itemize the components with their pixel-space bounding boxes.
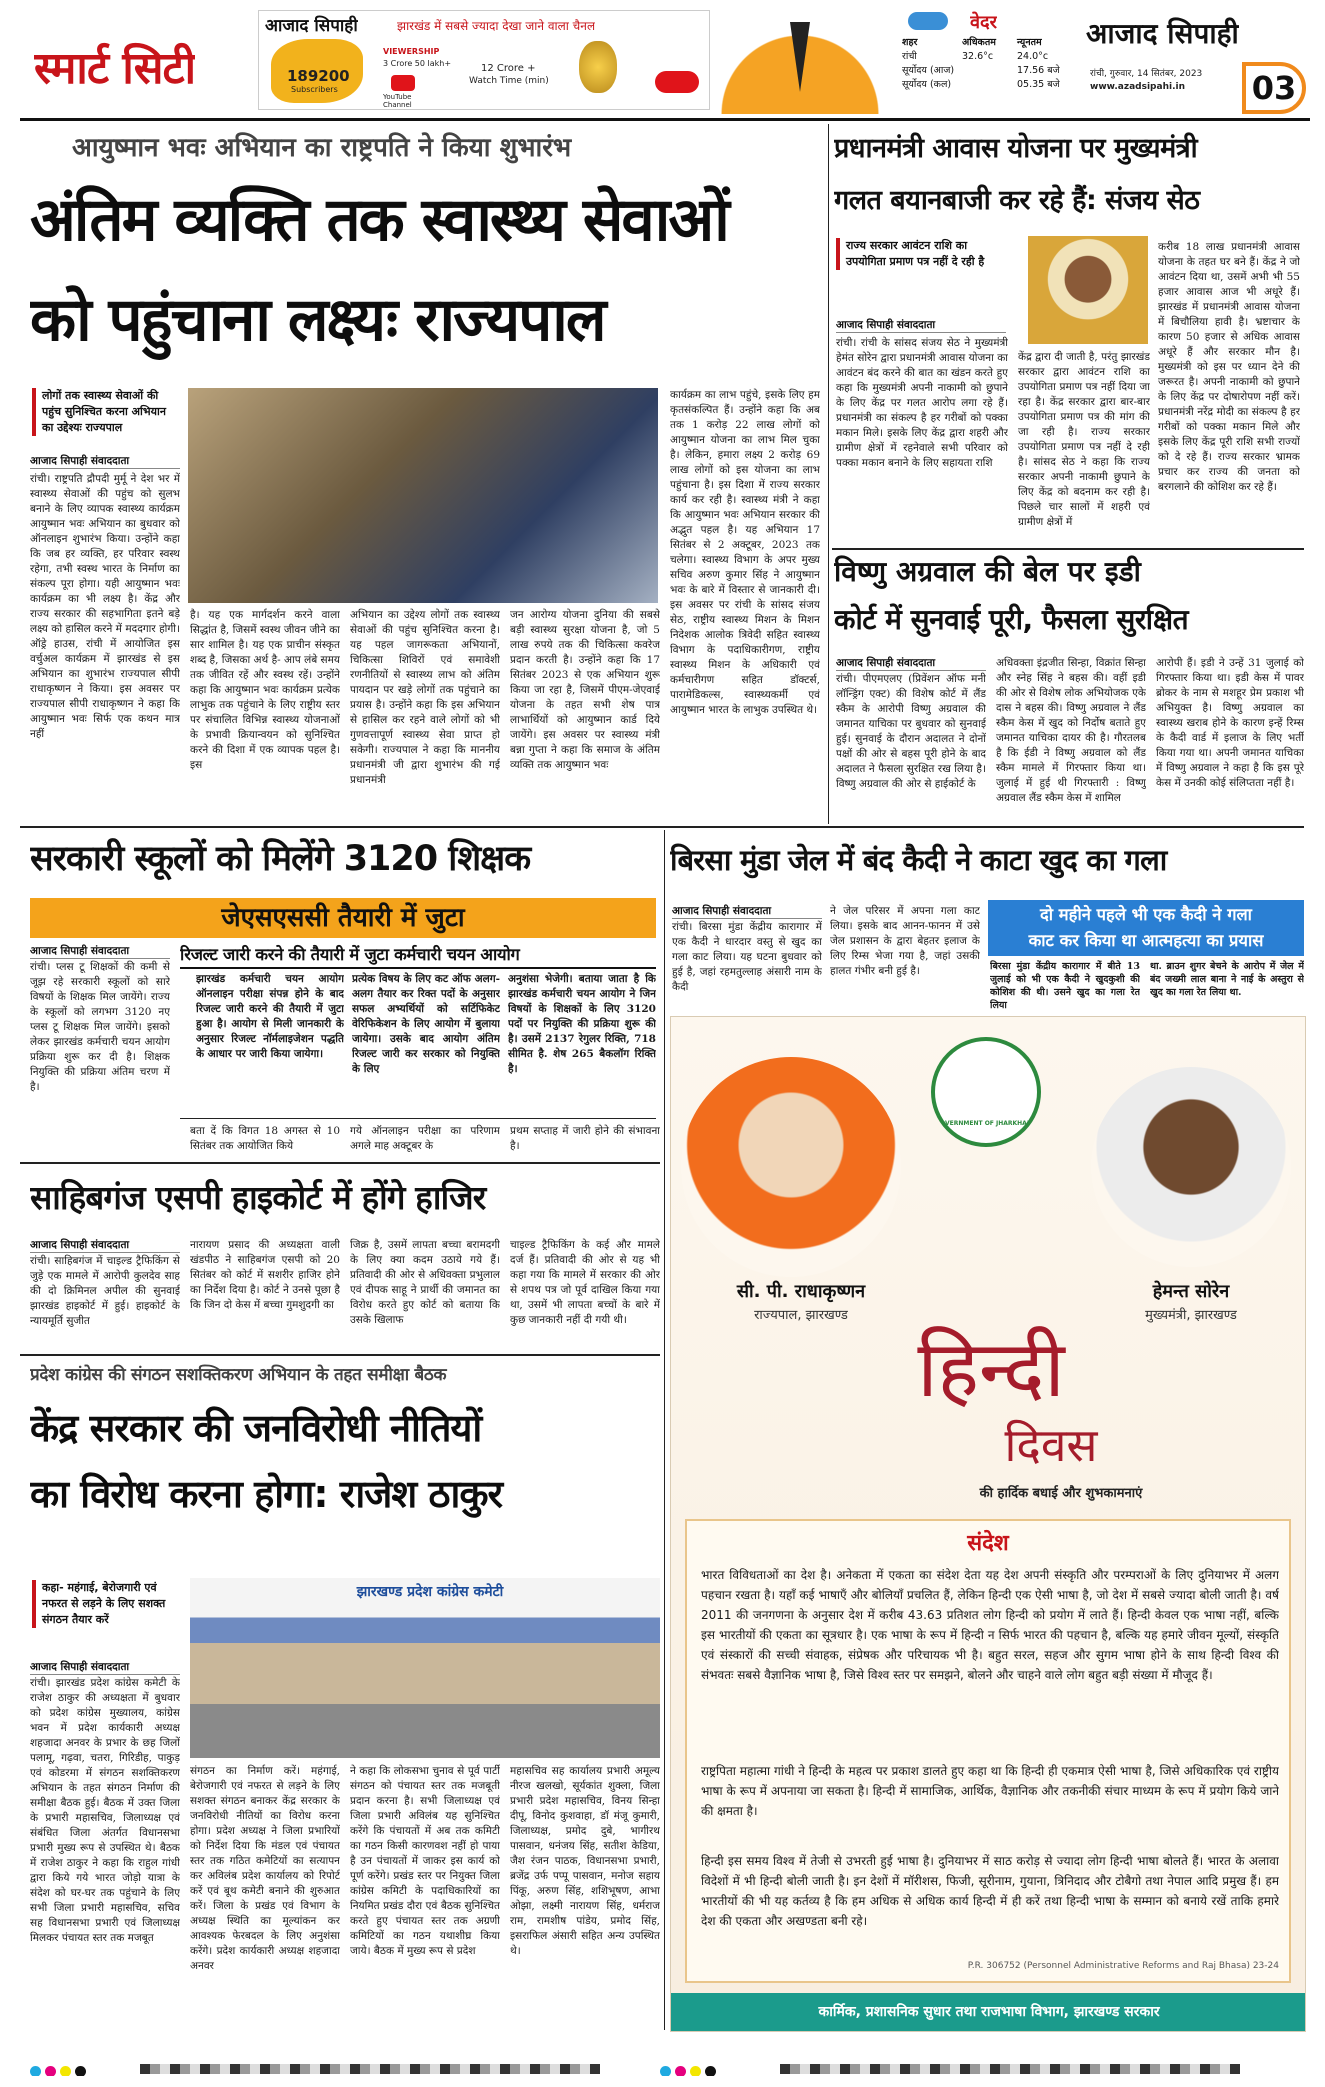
story7-sidebar-quote: कहा- महंगाई, बेरोजगारी एवं नफरत से लड़ने के लिए सशक्त संगठन तैयार करें [32,1580,180,1628]
story1-col1: रांची। राष्ट्रपति द्रौपदी मुर्मू ने देश भर में स्वास्थ्य सेवाओं की पहुंच को सुलभ बनाने के लिए व्यापक स्वास्थ्य कार्यक्रम आयुष्मान भवः अभियान का बुधवार को ऑनलाइन शुभारंभ किया। उन्होंने कहा कि जब हर व्यक्ति, हर परिवार स्वस्थ रहेगा, तभी स्वस्थ भारत के निर्माण का संकल्प पूरा होगा। यही आयुष्मान भवः कार्यक्रम का भी लक्ष्य है। केंद्र और राज्य सरकार की सहभागिता इतने बड़े लक्ष्य को हासिल करने में मददगार होगी। ऑड्रे हाउस, रांची में आयोजित इस वर्चुअल कार्यक्रम में झारखंड से इस अभियान का शुभारंभ राज्यपाल सीपी राधाकृष्णन ने किया। इस अवसर पर राज्यपाल सीपी राधाकृष्णन ने कहा कि आयुष्मान भवः सिर्फ एक कथन मात्र नहीं [30,473,180,740]
story5-banner-line1: दो महीने पहले भी एक कैदी ने गला [1040,905,1252,924]
story7-col3: ने कहा कि लोकसभा चुनाव से पूर्व पार्टी संगठन को पंचायत स्तर तक मजबूती प्रदान करना है। सभी जिलाध्यक्ष एवं जिला प्रभारी अविलंब यह सुनिश्चित करेंगे कि पंचायतों में अब तक कमिटी का गठन किसी कारणवश नहीं हो पाया है उन पंचायतों में जाकर इस कार्य को पूर्ण करेंगे। प्रखंड स्तर पर नियुक्त जिला कांग्रेस कमिटी के पदाधिकारियों का नियमित प्रखंड दौरा एवं बैठक सुनिश्चित करते हुए पंचायत स्तर तक अग्रणी कमिटियों का गठन यथाशीघ्र किया जाये। बैठक में मुख्य रूप से प्रदेश [350,1765,500,1957]
award-badge-icon [579,41,617,93]
story4-sub-col2: प्रत्येक विषय के लिए कट ऑफ अलग-अलग तैयार कर रिक्त पदों के अनुसार सफल अभ्यर्थियों को सर्टिफिकेट वेरिफिकेशन के लिए आयोग में बुलाया जायेगा। उसके बाद आयोग अंतिम रिजल्ट जारी कर सरकार को नियुक्ति के लिए [352,973,500,1075]
story5-note1: बिरसा मुंडा केंद्रीय कारागार में बीते 13 जुलाई को भी एक कैदी ने खुदकुशी की कोशिश की थी। उसने खुद का गला रेत लिया [990,961,1140,1010]
register-dot [75,2066,86,2076]
viewership-label: VIEWERSHIP [383,47,440,56]
story5-banner-line2: काट कर किया था आत्महत्या का प्रयास [1028,931,1264,950]
emblem [931,1037,1041,1147]
story5-note2: था. ब्राउन शुगर बेचने के आरोप में जेल में बंद जख्मी लाल बाना ने नाई के अस्तुरा से खुद का गला रेत लिया था. [1150,961,1304,998]
story6-col3: जिक्र है, उसमें लापता बच्चा बरामदगी के लिए क्या कदम उठाये गये हैं। प्रतिवादी की ओर से अधिवक्ता प्रभुलाल एवं दीपक साहू ने प्रार्थी की जमानत का विरोध करते हुए कोर्ट को बताया कि उसके खिलाफ [350,1239,500,1326]
greeting: की हार्दिक बधाई और शुभकामनाएं [979,1486,1143,1501]
register-marks [20,2060,1305,2080]
story3-byline: आजाद सिपाही संवाददाता [836,656,986,671]
story5-col2: ने जेल परिसर में अपना गला काट लिया। इसके बाद आनन-फानन में उसे जेल प्रशासन के द्वारा बेहतर इलाज के लिए रिम्स भेजा गया है, जहां उसकी हालत गंभीर बनी हुई है। [830,905,980,977]
message-box [685,1519,1291,1983]
story2-quote: राज्य सरकार आवंटन राशि का उपयोगिता प्रमाण पत्र नहीं दे रही है [836,238,1006,270]
weather-box [900,10,1070,110]
hindi-title: हिन्दी [917,1325,1065,1415]
pr-number: P.R. 306752 (Personnel Administrative Reforms and Raj Bhasa) 23-24 [967,1961,1279,1971]
emblem-text: GOVERNMENT OF JHARKHAND [935,1120,1037,1127]
story4-subhead: रिजल्ट जारी करने की तैयारी में जुटा कर्मचारी चयन आयोग [180,942,656,969]
story1-photo [188,388,658,603]
register-dot [675,2066,686,2076]
cm-portrait [1091,1067,1291,1267]
story7-col1: रांची। झारखंड प्रदेश कांग्रेस कमेटी के राजेश ठाकुर की अध्यक्षता में बुधवार को प्रदेश कांग्रेस मुख्यालय, कांग्रेस भवन में प्रदेश कार्यकारी अध्यक्ष शहजादा अनवर के प्रभार के छह जिलों पलामू, गढ़वा, चतरा, गिरिडीह, पाकुड़ एवं कोडरमा में संगठन सशक्तिकरण अभियान के तहत संगठन निर्माण की समीक्षा बैठक हुई। बैठक में उक्त जिला के प्रभारी महासचिव, जिलाध्यक्ष एवं संबंधित जिला अंतर्गत विधानसभा प्रभारी मुख्य रूप से उपस्थित थे। बैठक में राजेश ठाकुर ने कहा कि राहुल गांधी द्वारा किये गये भारत जोड़ो यात्रा के संदेश को घर-घर तक पहुंचाने के लिए सभी जिला प्रभारी महासचिव, सचिव सह विधानसभा प्रभारी एवं जिलाध्यक्ष मिलकर पंचायत स्तर तक मजबूत [30,1677,180,1944]
story2-byline: आजाद सिपाही संवाददाता [836,318,1006,333]
story3-col3: आरोपी हैं। इडी ने उन्हें 31 जुलाई को गिरफ्तार किया था। इडी केस में पावर ब्रोकर के नाम से मशहूर प्रेम प्रकाश भी अभियुक्त है। विष्णु अग्रवाल का स्वास्थ्य खराब होने के कारण इन्हें रिम्स के कैदी वार्ड में इलाज के लिए भर्ती किया गया था। अपनी जमानत याचिका में विष्णु अग्रवाल ने कहा है कि इस पूरे केस में उनकी कोई संलिप्तता नहीं है। [1156,657,1304,789]
story1-sidebar-quote: लोगों तक स्वास्थ्य सेवाओं की पहुंच सुनिश्चित करना अभियान का उद्देश्यः राज्यपाल [32,388,180,436]
congress-banner-text: झारखण्ड प्रदेश कांग्रेस कमेटी [356,1584,504,1600]
weather-title: वेदर [970,12,997,33]
story4-bottom-col2: गये ऑनलाइन परीक्षा का परिणाम अगले माह अक्टूबर के [350,1125,500,1152]
youtube-icon [391,75,415,91]
paper-name: आजाद सिपाही [1086,17,1239,50]
story2-col2: केंद्र द्वारा दी जाती है, परंतु झारखंड सरकार द्वारा आवंटन राशि का उपयोगिता प्रमाण पत्र नहीं दिया जा रहा है। केंद्र सरकार द्वारा बार-बार उपयोगिता प्रमाण पत्र की मांग की जा रही है। राज्य सरकार उपयोगिता प्रमाण पत्र नहीं दे रही है। सांसद सेठ ने कहा कि राज्य सरकार अपनी नाकामी छुपाने के लिए केंद्र को बदनाम कर रही है। पिछले चार सालों में शहरी एवं ग्रामीण क्षेत्रों में [1018,351,1150,528]
governor-portrait [681,1057,901,1277]
masthead [20,6,1310,121]
story6-col4: चाइल्ड ट्रैफिकिंग के कई और मामले दर्ज हैं। प्रतिवादी की ओर से यह भी कहा गया कि मामले में सरकार की ओर से शपथ पत्र जो पूर्व दाखिल किया गया था, उसमें भी लापता बच्चों के बारे में कुछ जानकारी नहीं दी गयी थी। [510,1239,660,1326]
congress-meeting-photo [190,1578,660,1758]
ad-footer: कार्मिक, प्रशासनिक सुधार तथा राजभाषा विभाग, झारखण्ड सरकार [671,1993,1306,2031]
subscribe-button-icon [655,71,699,93]
story3-headline-line2: कोर्ट में सुनवाई पूरी, फैसला सुरक्षित [834,603,1189,636]
weather-table: शहर अधिकतम न्यूनतम रांची 32.6°c 24.0°c सूर्योदय (आज) 17.56 बजे सूर्योदय (कल) 05.35 बजे [902,37,1060,90]
register-dot [690,2066,701,2076]
column-divider [828,124,829,824]
story4-sub-col3: अनुशंसा भेजेगी। बताया जाता है कि झारखंड कर्मचारी चयन आयोग ने जिन विषयों के शिक्षकों के लिए 3120 पदों पर नियुक्ति की प्रक्रिया शुरू की है। उसमें 2137 रेगुलर रिक्ति, 718 सीमित है. शेष 265 बैकलॉग रिक्ति है। [508,973,656,1075]
story5-headline: बिरसा मुंडा जेल में बंद कैदी ने काटा खुद का गला [670,843,1167,877]
register-dot [45,2066,56,2076]
column-divider [664,830,665,2030]
divider [20,1354,660,1356]
story4-bottom-col3: प्रथम सप्ताह में जारी होने की संभावना है। [510,1125,660,1152]
divider [20,826,1304,828]
story5-banner [988,900,1304,956]
watch-time-label: Watch Time (min) [469,76,549,86]
message-title: संदेश [967,1531,1009,1556]
story5-col1: रांची। बिरसा मुंडा केंद्रीय कारागार में एक कैदी ने धारदार वस्तु से खुद का गला काट लिया। यह घटना बुधवार को हुई है, जहां रहमतुल्लाह अंसारी नाम के कैदी [672,921,822,993]
governor-name: सी. पी. राधाकृष्णन [736,1281,866,1302]
cm-name: हेमन्त सोरेन [1152,1281,1230,1302]
story1-byline: आजाद सिपाही संवाददाता [30,454,180,469]
story4-banner: जेएसएससी तैयारी में जुटा [30,898,656,938]
story1-col4: जन आरोग्य योजना दुनिया की सबसे बड़ी स्वास्थ्य सुरक्षा योजना है, जो 5 लाख रुपये तक की चिकित्सा कवरेज प्रदान करती है। उन्होंने कहा कि 17 सितंबर 2023 से एक अभियान शुरू किया जा रहा है, जिसमें पीएम-जेएवाई योजना के तहत सभी शेष पात्र लाभार्थियों को आयुष्मान कार्ड दिये जायेंगे। इस अवसर पर स्वास्थ्य मंत्री बन्ना गुप्ता ने कहा कि समाज के अंतिम व्यक्ति तक आयुष्मान भवः [510,609,660,771]
story4-bottom-col1: बता दें कि विगत 18 अगस्त से 10 सितंबर तक आयोजित किये [190,1125,340,1152]
story2-col1: रांची। रांची के सांसद संजय सेठ ने मुख्यमंत्री हेमंत सोरेन द्वारा प्रधानमंत्री आवास योजना का आवंटन बंद करने की बात का खंडन करते हुए कहा कि मुख्यमंत्री अपनी नाकामी को छुपाने के लिए केंद्र पर गलत आरोप लगा रहे हैं। प्रधानमंत्री का संकल्प है हर गरीबों को पक्का मकान मिले। इसके लिए केंद्र द्वारा शहरी और ग्रामीण क्षेत्रों में रहनेवाले सभी परिवार को पक्का मकान बनाने के लिए सहायता राशि [836,337,1008,469]
story6-headline: साहिबगंज एसपी हाइकोर्ट में होंगे हाजिर [30,1178,486,1217]
page-number: 03 [1242,62,1306,114]
divider [180,1118,656,1119]
youtube-label: YouTube Channel [383,93,412,109]
sanjay-seth-photo [1028,236,1148,344]
register-stripe [780,2064,1240,2074]
weather-cloud-icon [908,12,948,30]
story2-headline-line2: गलत बयानबाजी कर रहे हैं: संजय सेठ [834,185,1200,216]
register-stripe [140,2064,600,2074]
story7-col4: महासचिव सह कार्यालय प्रभारी अमूल्य नीरज खलखो, सूर्यकांत शुक्ला, जिला प्रभारी प्रदेश महासचिव, विनय सिन्हा दीपू, विनोद कुशवाहा, डॉ मंजू कुमारी, जिलाध्यक्ष, प्रमोद दुबे, भागीरथ पासवान, धनंजय सिंह, सतीश केडिया, जैश रंजन पाठक, विधानसभा प्रभारी, ब्रजेंद्र उर्फ पप्पू पासवान, मनोज सहाय पिंकू, अरुण सिंह, शशिभूषण, आभा ओझा, लक्ष्मी नारायण सिंह, धर्मराज राम, रामशीष पांडेय, प्रमोद सिंह, इसराफिल अंसारी सहित अन्य उपस्थित थे। [510,1765,660,1957]
hindi-diwas-ad [670,1016,1306,2032]
story1-kicker: आयुष्मान भवः अभियान का राष्ट्रपति ने किया शुभारंभ [72,133,572,163]
story1-col3: अभियान का उद्देश्य लोगों तक स्वास्थ्य सेवाओं की पहुंच सुनिश्चित करना है। यह पहल जागरूकता अभियानों, चिकित्सा शिविरों एवं समावेशी रणनीतियों से स्वास्थ्य लाभ को अंतिम पायदान पर खड़े लोगों तक पहुंचाने का प्रयास है। उन्होंने कहा कि इस अभियान से हासिल कर रहने वाले लोगों को भी गुणवत्तापूर्ण स्वास्थ्य सेवा प्राप्त हो सकेगी। राज्यपाल ने कहा कि माननीय प्रधानमंत्री जी द्वारा शुभारंभ की गई प्रधानमंत्री [350,609,500,786]
story3-headline-line1: विष्णु अग्रवाल की बेल पर इडी [834,555,1141,588]
watch-time-value: 12 Crore + [481,63,536,74]
pen-nib-icon [720,12,880,114]
story1-col5: कार्यक्रम का लाभ पहुंचे, इसके लिए हम कृतसंकल्पित हैं। उन्होंने कहा कि अब तक 1 करोड़ 22 लाख लोगों को आयुष्मान योजना का लाभ मिल चुका है। लेकिन, हमारा लक्ष्य 2 करोड़ 69 लाख लोगों को इस योजना का लाभ पहुंचाना है। इस दिशा में राज्य सरकार कार्य कर रही है। स्वास्थ्य मंत्री ने कहा कि आयुष्मान भवः अभियान सरकार की अद्भुत पहल है। यह अभियान 17 सितंबर से 2 अक्टूबर, 2023 तक चलेगा। स्वास्थ्य विभाग के अपर मुख्य सचिव अरुण कुमार सिंह ने आयुष्मान भवः के बारे में विस्तार से जानकारी दी। इस अवसर पर रांची के सांसद संजय सेठ, राष्ट्रीय स्वास्थ्य मिशन के मिशन निदेशक आलोक त्रिवेदी सहित स्वास्थ्य विभाग के पदाधिकारीगण, राष्ट्रीय स्वास्थ्य मिशन के अधिकारी एवं कर्मचारीगण सहित डॉक्टर्स, पारामेडिकल्स, स्वास्थ्यकर्मी एवं आयुष्मान भारत के लाभुक उपस्थित थे। [670,389,820,716]
message-para3: हिन्दी इस समय विश्व में तेजी से उभरती हुई भाषा है। दुनियाभर में साठ करोड़ से ज्यादा लोग हिन्दी भाषा बोलते हैं। भारत के अलावा विदेशों में भी हिन्दी बोली जाती है। इन देशों में मॉरीशस, फिजी, सूरीनाम, गुयाना, त्रिनिदाद और टोबैगो तथा नेपाल आदि प्रमुख हैं। हम भारतीयों की भी यह कर्तव्य है कि हम अधिक से अधिक कार्य हिन्दी में ही करें तथा हिन्दी भाषा के सम्मान को बनाये रखें ताकि हमारे देश की एकता और अखण्डता बनी रहे। [701,1854,1279,1928]
section-title: स्मार्ट सिटी [34,43,196,94]
color-dots [660,2062,760,2076]
cm-title: मुख्यमंत्री, झारखण्ड [1145,1308,1237,1323]
story2-headline-line1: प्रधानमंत्री आवास योजना पर मुख्यमंत्री [834,133,1198,164]
story5-byline: आजाद सिपाही संवाददाता [672,904,822,919]
story6-col1: रांची। साहिबगंज में चाइल्ड ट्रैफिकिंग से जुड़े एक मामले में आरोपी कुलदेव साह की दो क्रिमिनल अपील की सुनवाई झारखंड हाइकोर्ट में हुई। हाइकोर्ट के न्यायमूर्ति सुजीत [30,1255,180,1327]
governor-title: राज्यपाल, झारखण्ड [754,1308,848,1323]
story3-col1: रांची। पीएमएलए (प्रिवेंशन ऑफ मनी लॉन्ड्रिंग एक्ट) की विशेष कोर्ट में लैंड स्कैम के आरोपी विष्णु अग्रवाल की जमानत याचिका पर बुधवार को सुनवाई हुई। सुनवाई के दौरान अदालत ने दोनों पक्षों की ओर से बहस पूरी होने के बाद अदालत ने फैसला सुरक्षित रख लिया है। विष्णु अग्रवाल की ओर से हाईकोर्ट के [836,673,986,790]
register-dot [30,2066,41,2076]
story6-byline: आजाद सिपाही संवाददाता [30,1238,180,1253]
subscribers-count: 189200 [287,67,350,85]
diwas-title: दिवस [1004,1418,1098,1472]
story7-byline: आजाद सिपाही संवाददाता [30,1660,180,1675]
website: www.azadsipahi.in [1090,82,1185,92]
register-dot [705,2066,716,2076]
story4-byline: आजाद सिपाही संवाददाता [30,944,170,959]
promo-tagline: झारखंड में सबसे ज्यादा देखा जाने वाला चैनल [397,19,596,33]
register-dot [660,2066,671,2076]
story7-kicker: प्रदेश कांग्रेस की संगठन सशक्तिकरण अभियान के तहत समीक्षा बैठक [30,1365,447,1385]
story1-headline-line2: को पहुंचाना लक्ष्यः राज्यपाल [30,285,605,355]
color-dots [30,2062,130,2076]
story4-col1: रांची। प्लस टू शिक्षकों की कमी से जूझ रहे सरकारी स्कूलों को सारे विषयों के शिक्षक मिल जायेंगे। राज्य के स्कूलों को लगभग 3120 नए प्लस टू शिक्षक मिल जायेंगे। इसको लेकर झारखंड कर्मचारी चयन आयोग प्रक्रिया शुरू कर दी है। शिक्षक नियुक्ति की प्रक्रिया अंतिम चरण में है। [30,961,170,1093]
story2-col3: करीब 18 लाख प्रधानमंत्री आवास योजना के तहत घर बने हैं। केंद्र ने जो आवंटन दिया था, उसमें अभी भी 55 हजार आवास आज भी अधूरे हैं। झारखंड में प्रधानमंत्री आवास योजना में बिचौलिया हावी है। भ्रष्टाचार के कारण 50 हजार से अधिक आवास अधूरे हैं और सरकार मौन है। मुख्यमंत्री को इस पर ध्यान देने की जरूरत है। अपनी नाकामी को छुपाने के लिए केंद्र पर दोषारोपण नहीं करें। प्रधानमंत्री नरेंद्र मोदी का संकल्प है हर गरीबों को पक्का मकान मिले और इसके लिए केंद्र पूरी राशि सभी राज्यों को दे रहे हैं। राज्य सरकार भ्रामक प्रचार कर राज्य की जनता को बरगलाने की कोशिश कर रहे हैं। [1158,241,1300,493]
message-para1: भारत विविधताओं का देश है। अनेकता में एकता का संदेश देता यह देश अपनी संस्कृति और परम्पराओं के लिए दुनियाभर में अलग पहचान रखता है। यहाँ कई भाषाएँ और बोलियाँ प्रचलित हैं, लेकिन हिन्दी एक ऐसी भाषा है, जो देश में सबसे ज्यादा बोली जाती है। वर्ष 2011 की जनगणना के अनुसार देश में करीब 43.63 प्रतिशत लोग हिन्दी को प्रयोग में लाते हैं। हिन्दी केवल एक भाषा नहीं, बल्कि इस भारतीयों की एकता का सूत्रधार है। एक भाषा के रूप में हिन्दी न सिर्फ भारत की पहचान है, बल्कि यह हमारे जीवन मूल्यों, संस्कृति एवं संस्कारों की सच्ची संवाहक, संप्रेषक और परिचायक भी है। बहुत सरल, सहज और सुगम भाषा होने के साथ हिन्दी विश्व की संभवतः सबसे वैज्ञानिक भाषा है, जिसे विश्व स्तर पर समझने, बोलने और चाहने वाले लोग बहुत बड़ी संख्या में मौजूद हैं। [701,1568,1279,1682]
story4-sub-col1: झारखंड कर्मचारी चयन आयोग ऑनलाइन परीक्षा संपन्न होने के बाद रिजल्ट जारी करने की तैयारी में जुटा हुआ है। आयोग से मिली जानकारी के अनुसार रिजल्ट नॉर्मलाइजेशन पद्धति के आधार पर जारी किया जायेगा। [196,973,344,1060]
dateline: रांची, गुरुवार, 14 सितंबर, 2023 [1090,69,1203,79]
divider [20,1162,660,1164]
story6-col2: नारायण प्रसाद की अध्यक्षता वाली खंडपीठ ने साहिबगंज एसपी को 20 सितंबर को कोर्ट में सशरीर हाजिर होने का निर्देश दिया है। कोर्ट ने उनसे पूछा है कि जिन दो केस में बच्चा गुमशुदगी का [190,1239,340,1311]
story1-col2: है। यह एक मार्गदर्शन करने वाला सिद्धांत है, जिसमें स्वस्थ जीवन जीने का सार शामिल है। यह एक प्राचीन संस्कृत शब्द है, जिसका अर्थ है- आप लंबे समय तक जीवित रहें और स्वस्थ रहें। उन्होंने कहा कि आयुष्मान भवः कार्यक्रम प्रत्येक लाभुक तक पहुंचाने के लिए राष्ट्रीय स्तर पर संचालित विभिन्न स्वास्थ्य योजनाओं के प्रभावी क्रियान्वयन को सुनिश्चित करने की दिशा में एक व्यापक पहल है। इस [190,609,340,771]
channel-promo [258,10,710,110]
subscribers-label: Subscribers [291,85,338,94]
story7-headline-line1: केंद्र सरकार की जनविरोधी नीतियों [30,1406,482,1450]
message-para2: राष्ट्रपिता महात्मा गांधी ने हिन्दी के महत्व पर प्रकाश डालते हुए कहा था कि हिन्दी ही एकमात्र ऐसी भाषा है, जिसे अधिकारिक एवं राष्ट्रीय भाषा के रूप में अपनाया जा सकता है। हिन्दी में सामाजिक, आर्थिक, वैज्ञानिक और तकनीकी संचार माध्यम के रूप में प्रयोग किये जाने की क्षमता है। [701,1764,1279,1818]
story7-headline-line2: का विरोध करना होगा: राजेश ठाकुर [30,1472,503,1516]
story7-col2: संगठन का निर्माण करें। महंगाई, बेरोजगारी एवं नफरत से लड़ने के लिए सशक्त संगठन बनाकर केंद्र सरकार के जनविरोधी नीतियों का विरोध करना होगा। प्रदेश अध्यक्ष ने जिला प्रभारियों को निर्देश दिया कि मंडल एवं पंचायत स्तर तक गठित कमेटियों का सत्यापन कर अविलंब प्रदेश कार्यालय को रिपोर्ट करें एवं बूथ कमेटी बनाने की शुरुआत करें। जिला के प्रखंड एवं विभाग के अध्यक्ष स्थिति का मूल्यांकन कर आवश्यक फेरबदल के लिए अनुशंसा करेंगे। प्रदेश कार्यकारी अध्यक्ष शहजादा अनवर [190,1765,340,1972]
viewership-value: 3 Crore 50 lakh+ [383,59,452,68]
register-dot [60,2066,71,2076]
divider [832,548,1304,550]
story1-headline-line1: अंतिम व्यक्ति तक स्वास्थ्य सेवाओं [30,185,728,255]
story3-col2: अधिवक्ता इंद्रजीत सिन्हा, विक्रांत सिन्हा और स्नेह सिंह ने बहस की। वहीं इडी की ओर से विशेष लोक अभियोजक एके दास ने बहस की। विष्णु अग्रवाल ने लैंड स्कैम केस में खुद को निर्दोष बताते हुए जमानत याचिका दायर की है। गौरतलब है कि ईडी ने विष्णु अग्रवाल को लैंड स्कैम मामले में गिरफ्तार किया था। जुलाई में हुई थी गिरफ्तारी : विष्णु अग्रवाल लैंड स्कैम केस में शामिल [996,657,1146,804]
story4-headline: सरकारी स्कूलों को मिलेंगे 3120 शिक्षक [30,839,531,879]
promo-brand: आजाद सिपाही [265,16,358,36]
